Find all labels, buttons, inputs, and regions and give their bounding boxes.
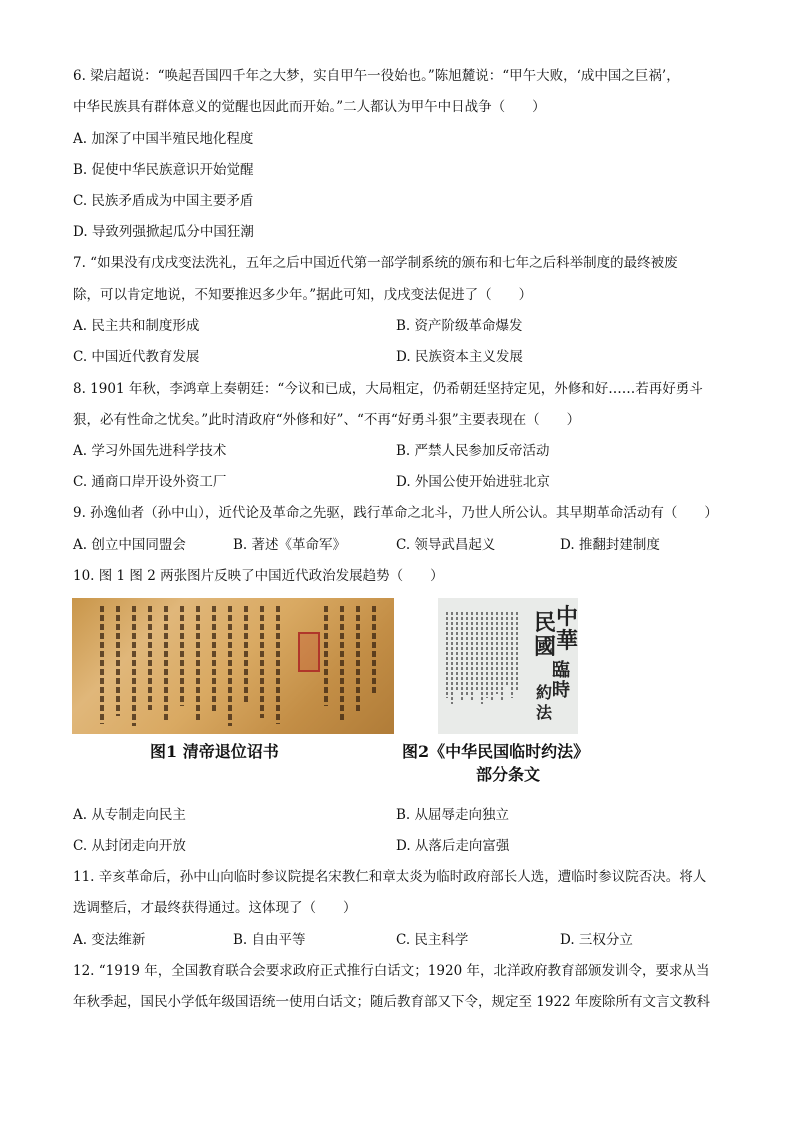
q6-stem-line-1: 6. 梁启超说：“唤起吾国四千年之大梦，实自甲午一役始也。”陈旭麓说：“甲午大败，‘成中国之巨祸’， [73, 68, 680, 84]
q11-option-a[interactable]: A. 变法维新 [73, 932, 146, 948]
title-char: 民 [534, 610, 557, 636]
q11-stem-line-2: 选调整后，才最终获得通过。这体现了（ ） [73, 900, 357, 916]
q6-stem-line-2: 中华民族具有群体意义的觉醒也因此而开始。”二人都认为甲午中日战争（ ） [73, 99, 546, 115]
title-char: 臨 [552, 660, 570, 681]
q10-option-d[interactable]: D. 从落后走向富强 [396, 838, 510, 854]
provisional-constitution-image [438, 598, 578, 734]
q10-option-b[interactable]: B. 从屈辱走向独立 [396, 807, 510, 823]
title-char: 時 [552, 680, 570, 701]
q7-option-a[interactable]: A. 民主共和制度形成 [73, 318, 200, 334]
q12-stem-line-2: 年秋季起，国民小学低年级国语统一使用白话文；随后教育部又下令，规定至 1922 年废除所有文言文教科 [73, 994, 710, 1010]
q8-option-d[interactable]: D. 外国公使开始进驻北京 [396, 474, 550, 490]
q7-stem-line-2: 除，可以肯定地说，不知要推迟多少年。”据此可知，戊戌变法促进了（ ） [73, 287, 533, 303]
q7-option-c[interactable]: C. 中国近代教育发展 [73, 349, 200, 365]
q10-stem-line-1: 10. 图 1 图 2 两张图片反映了中国近代政治发展趋势（ ） [73, 568, 444, 584]
q11-option-d[interactable]: D. 三权分立 [560, 932, 633, 948]
title-char: 國 [534, 634, 557, 660]
q6-option-d[interactable]: D. 导致列强掀起瓜分中国狂潮 [73, 224, 254, 240]
title-char: 約 [536, 683, 553, 702]
q9-option-a[interactable]: A. 创立中国同盟会 [73, 537, 186, 553]
q6-option-c[interactable]: C. 民族矛盾成为中国主要矛盾 [73, 193, 254, 209]
title-char: 華 [556, 628, 578, 654]
abdication-edict-image [72, 598, 394, 734]
q6-option-a[interactable]: A. 加深了中国半殖民地化程度 [73, 131, 254, 147]
q8-option-a[interactable]: A. 学习外国先进科学技术 [73, 443, 227, 459]
figure-1-caption: 图1 清帝退位诏书 [150, 742, 279, 761]
title-char: 中 [556, 604, 578, 630]
figure-2-caption-line-1: 图2《中华民国临时约法》 [402, 742, 590, 761]
q10-option-a[interactable]: A. 从专制走向民主 [73, 807, 186, 823]
q12-stem-line-1: 12. “1919 年，全国教育联合会要求政府正式推行白话文；1920 年，北洋政府教育部颁发训令，要求从当 [73, 963, 710, 979]
q11-stem-line-1: 11. 辛亥革命后，孙中山向临时参议院提名宋教仁和章太炎为临时政府部长人选，遭临时参议院否决。将人 [73, 869, 707, 885]
q9-option-d[interactable]: D. 推翻封建制度 [560, 537, 660, 553]
title-char: 法 [536, 703, 553, 722]
q9-option-b[interactable]: B. 著述《革命军》 [233, 537, 347, 553]
q8-option-b[interactable]: B. 严禁人民参加反帝活动 [396, 443, 550, 459]
q7-option-b[interactable]: B. 资产阶级革命爆发 [396, 318, 523, 334]
q7-stem-line-1: 7. “如果没有戊戌变法洗礼，五年之后中国近代第一部学制系统的颁布和七年之后科举制度的最终被废 [73, 255, 678, 271]
q7-option-d[interactable]: D. 民族资本主义发展 [396, 349, 523, 365]
seal-stamp [298, 632, 320, 672]
q8-option-c[interactable]: C. 通商口岸开设外资工厂 [73, 474, 227, 490]
q11-option-b[interactable]: B. 自由平等 [233, 932, 306, 948]
figure-2-caption-line-2: 部分条文 [476, 765, 541, 784]
q11-option-c[interactable]: C. 民主科学 [396, 932, 469, 948]
q10-option-c[interactable]: C. 从封闭走向开放 [73, 838, 186, 854]
q9-stem-line-1: 9. 孙逸仙者（孙中山），近代论及革命之先驱，践行革命之北斗，乃世人所公认。其早期革命活动有（ ） [73, 505, 718, 521]
q6-option-b[interactable]: B. 促使中华民族意识开始觉醒 [73, 162, 254, 178]
q8-stem-line-2: 狠，必有性命之忧矣。”此时清政府“外修和好”、“不再“好勇斗狠”主要表现在（ ） [73, 412, 581, 428]
q8-stem-line-1: 8. 1901 年秋，李鸿章上奏朝廷：“今议和已成，大局粗定，仍希朝廷坚持定见，外修和好……若再好勇斗 [73, 381, 703, 397]
q9-option-c[interactable]: C. 领导武昌起义 [396, 537, 496, 553]
